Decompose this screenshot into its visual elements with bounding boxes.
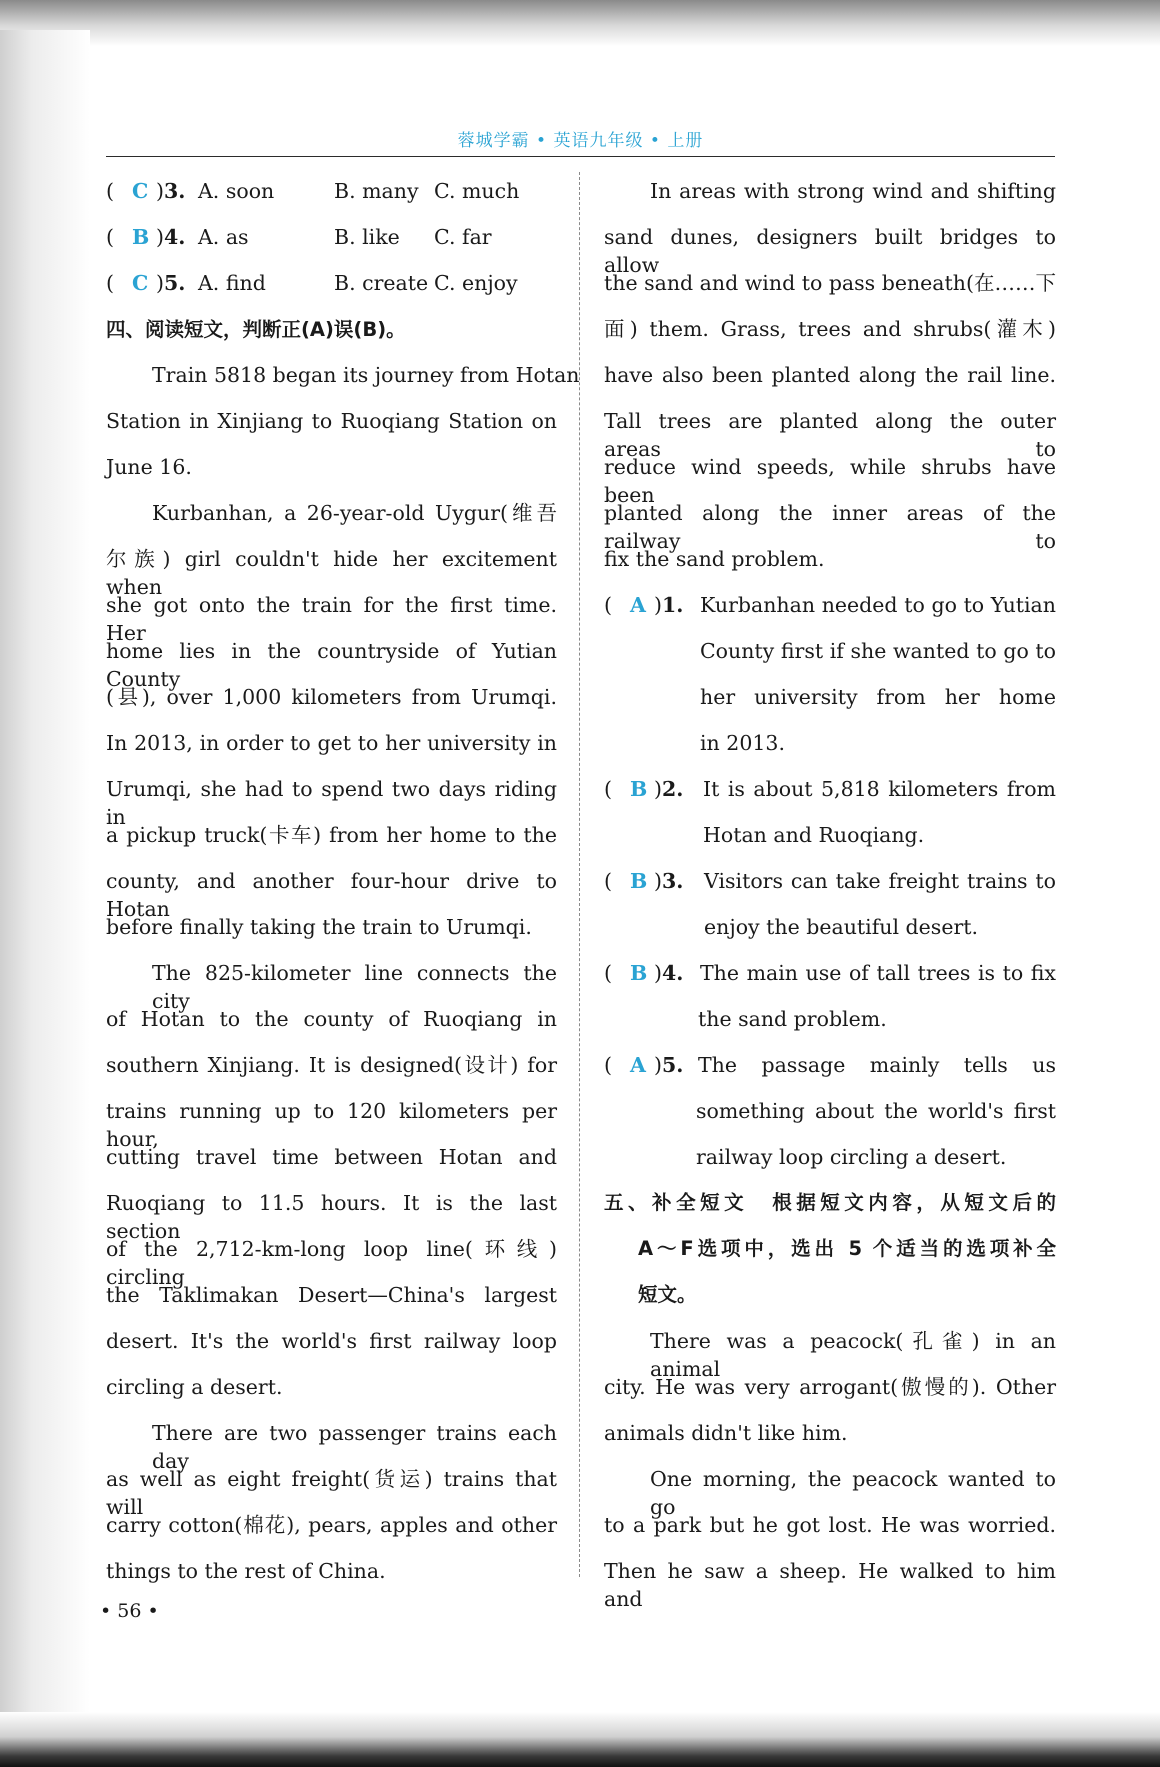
- passage-line: southern Xinjiang. It is designed(设计) for: [106, 1053, 557, 1077]
- passage-line: desert. It's the world's first railway loop: [106, 1329, 557, 1353]
- passage-line: trains running up to 120 kilometers per hour,: [106, 1099, 557, 1151]
- passage-line: she got onto the train for the first time. Her: [106, 593, 557, 645]
- passage-line: things to the rest of China.: [106, 1559, 386, 1583]
- question-answer: B: [630, 777, 648, 801]
- question-line: enjoy the beautiful desert.: [704, 915, 979, 939]
- passage-line: (县), over 1,000 kilometers from Urumqi.: [106, 685, 557, 709]
- question-answer: A: [630, 1053, 646, 1077]
- question-line: railway loop circling a desert.: [696, 1145, 1007, 1169]
- passage-line: have also been planted along the rail line.: [604, 363, 1056, 387]
- page-header: 蓉城学霸 • 英语九年级 • 上册: [457, 131, 704, 151]
- passage-line: the sand and wind to pass beneath(在……下: [604, 271, 1056, 295]
- book-page: 蓉城学霸 • 英语九年级 • 上册 ( C )3. A. soon B. many C. much ( B )4. A. as B. like C. far ( C )5. A. find B. create C. enjoy 四、阅读短文，判断正(A)误(B)。 Train 5818 began its journey from Hotan Station in Xinjiang to Ruoqiang Station on June 16. Kurbanhan, a 26-year-old Uygur(维吾 尔族) girl couldn't hide her excitement when she got onto the train for the first time. Her home lies in the countryside of Yutian County (县), over 1,000 kilometers from Urumqi. In 2013, in order to get to her university in Urumqi, she had to spend two days riding in a pickup truck(卡车) from her home to the county, and another four-hour drive to Hotan before finally taking the train to Urumqi. The 825-kilometer line connects the city of Hotan to the county of Ruoqiang in southern Xinjiang. It is designed(设计) for trains running up to 120 kilometers per hour, cutting travel time between Hotan and Ruoqiang to 11.5 hours. It is the last section of the 2,712-km-long loop line(环线) circling the Taklimakan Desert—China's largest desert. It's the world's first railway loop circling a desert. There are two passenger trains each day as well as eight freight(货运) trains that will carry cotton(棉花), pears, apples and other things to the rest of China. In areas with strong wind and shifting sand dunes, designers built bridges to allow the sand and wind to pass beneath(在……下 面) them. Grass, trees and shrubs(灌木) have also been planted along the rail line. Tall trees are planted along the outer areas to reduce wind speeds, while shrubs have been planted along the inner areas of the railway to fix the sand problem. ( A )1. Kurbanhan needed to go to Yutian County first if she wanted to go to her university from her home in 2013. ( B )2. It is about 5,818 kilometers from Hotan and Ruoqiang. ( B )3. Visitors can take freight trains to enjoy the beautiful desert. ( B )4. The main use of tall trees is to fix the sand problem. ( A )5. The passage mainly tells us something about the world's first railway loop circling a desert. 五、补全短文 根据短文内容，从短文后的 A～F选项中，选出 5 个适当的选项补全 短文。 There was a peacock(孔雀) in an animal city. He was very arrogant(傲慢的). Other animals didn't like him. One morning, the peacock wanted to go to a park but he got lost. He was worried. Then he saw a sheep. He walked to him and • 56 •: [0, 0, 1160, 1767]
- section-4-title: 四、阅读短文，判断正(A)误(B)。: [106, 318, 406, 341]
- passage-line: of the 2,712-km-long loop line(环线) circling: [106, 1237, 557, 1289]
- choice-answer: C: [132, 179, 149, 203]
- passage-line: to a park but he got lost. He was worried.: [604, 1513, 1056, 1537]
- passage-line: city. He was very arrogant(傲慢的). Other: [604, 1375, 1056, 1399]
- passage-line: as well as eight freight(货运) trains that will: [106, 1467, 557, 1519]
- question-line: the sand problem.: [698, 1007, 887, 1031]
- question-3: ( B )3.: [604, 869, 684, 893]
- question-line: Kurbanhan needed to go to Yutian: [700, 593, 1056, 617]
- passage-line: June 16.: [106, 455, 192, 479]
- question-5: ( A )5.: [604, 1053, 684, 1077]
- passage-line: There are two passenger trains each day: [152, 1421, 557, 1473]
- question-line: Visitors can take freight trains to: [704, 869, 1056, 893]
- passage-line: In 2013, in order to get to her university in: [106, 731, 557, 755]
- question-line: her university from her home: [700, 685, 1056, 709]
- passage-line: before finally taking the train to Urumqi.: [106, 915, 532, 939]
- passage-line: There was a peacock(孔雀) in an animal: [650, 1329, 1056, 1381]
- header-rule: [106, 156, 1055, 157]
- question-2: ( B )2.: [604, 777, 684, 801]
- passage-line: Urumqi, she had to spend two days riding in: [106, 777, 557, 829]
- choice-answer: C: [132, 271, 149, 295]
- question-answer: A: [630, 593, 646, 617]
- passage-line: of Hotan to the county of Ruoqiang in: [106, 1007, 557, 1031]
- passage-line: a pickup truck(卡车) from her home to the: [106, 823, 557, 847]
- question-line: The main use of tall trees is to fix: [700, 961, 1056, 985]
- passage-line: Ruoqiang to 11.5 hours. It is the last section: [106, 1191, 557, 1243]
- passage-line: In areas with strong wind and shifting: [650, 179, 1056, 203]
- instruction-line: 五、补全短文 根据短文内容，从短文后的: [604, 1191, 1056, 1214]
- choice-answer: B: [132, 225, 150, 249]
- passage-line: sand dunes, designers built bridges to allow: [604, 225, 1056, 277]
- question-line: It is about 5,818 kilometers from: [703, 777, 1056, 801]
- passage-line: reduce wind speeds, while shrubs have been: [604, 455, 1056, 507]
- passage-line: home lies in the countryside of Yutian County: [106, 639, 557, 691]
- passage-line: cutting travel time between Hotan and: [106, 1145, 557, 1169]
- instruction-line: 短文。: [638, 1283, 697, 1306]
- passage-line: Tall trees are planted along the outer areas to: [604, 409, 1056, 461]
- passage-line: One morning, the peacock wanted to go: [650, 1467, 1056, 1519]
- passage-line: Station in Xinjiang to Ruoqiang Station on: [106, 409, 557, 433]
- passage-line: carry cotton(棉花), pears, apples and other: [106, 1513, 557, 1537]
- passage-line: fix the sand problem.: [604, 547, 825, 571]
- passage-line: county, and another four-hour drive to Hotan: [106, 869, 557, 921]
- passage-line: The 825-kilometer line connects the city: [152, 961, 557, 1013]
- passage-line: planted along the inner areas of the railway to: [604, 501, 1056, 553]
- passage-line: circling a desert.: [106, 1375, 283, 1399]
- passage-line: animals didn't like him.: [604, 1421, 848, 1445]
- passage-line: Kurbanhan, a 26-year-old Uygur(维吾: [152, 501, 557, 525]
- question-line: Hotan and Ruoqiang.: [703, 823, 925, 847]
- passage-line: Train 5818 began its journey from Hotan: [152, 363, 580, 387]
- question-line: in 2013.: [700, 731, 785, 755]
- passage-line: the Taklimakan Desert—China's largest: [106, 1283, 557, 1307]
- question-answer: B: [630, 869, 648, 893]
- instruction-line: A～F选项中，选出 5 个适当的选项补全: [638, 1237, 1056, 1260]
- question-line: something about the world's first: [696, 1099, 1056, 1123]
- passage-line: 面) them. Grass, trees and shrubs(灌木): [604, 317, 1056, 341]
- passage-line: 尔族) girl couldn't hide her excitement when: [106, 547, 557, 599]
- scan-bottom-edge: [0, 1712, 1160, 1767]
- question-line: The passage mainly tells us: [698, 1053, 1056, 1077]
- question-4: ( B )4.: [604, 961, 684, 985]
- passage-line: Then he saw a sheep. He walked to him and: [604, 1559, 1056, 1611]
- page-number: • 56 •: [100, 1600, 159, 1622]
- question-answer: B: [630, 961, 648, 985]
- question-line: County first if she wanted to go to: [700, 639, 1056, 663]
- question-1: ( A )1.: [604, 593, 684, 617]
